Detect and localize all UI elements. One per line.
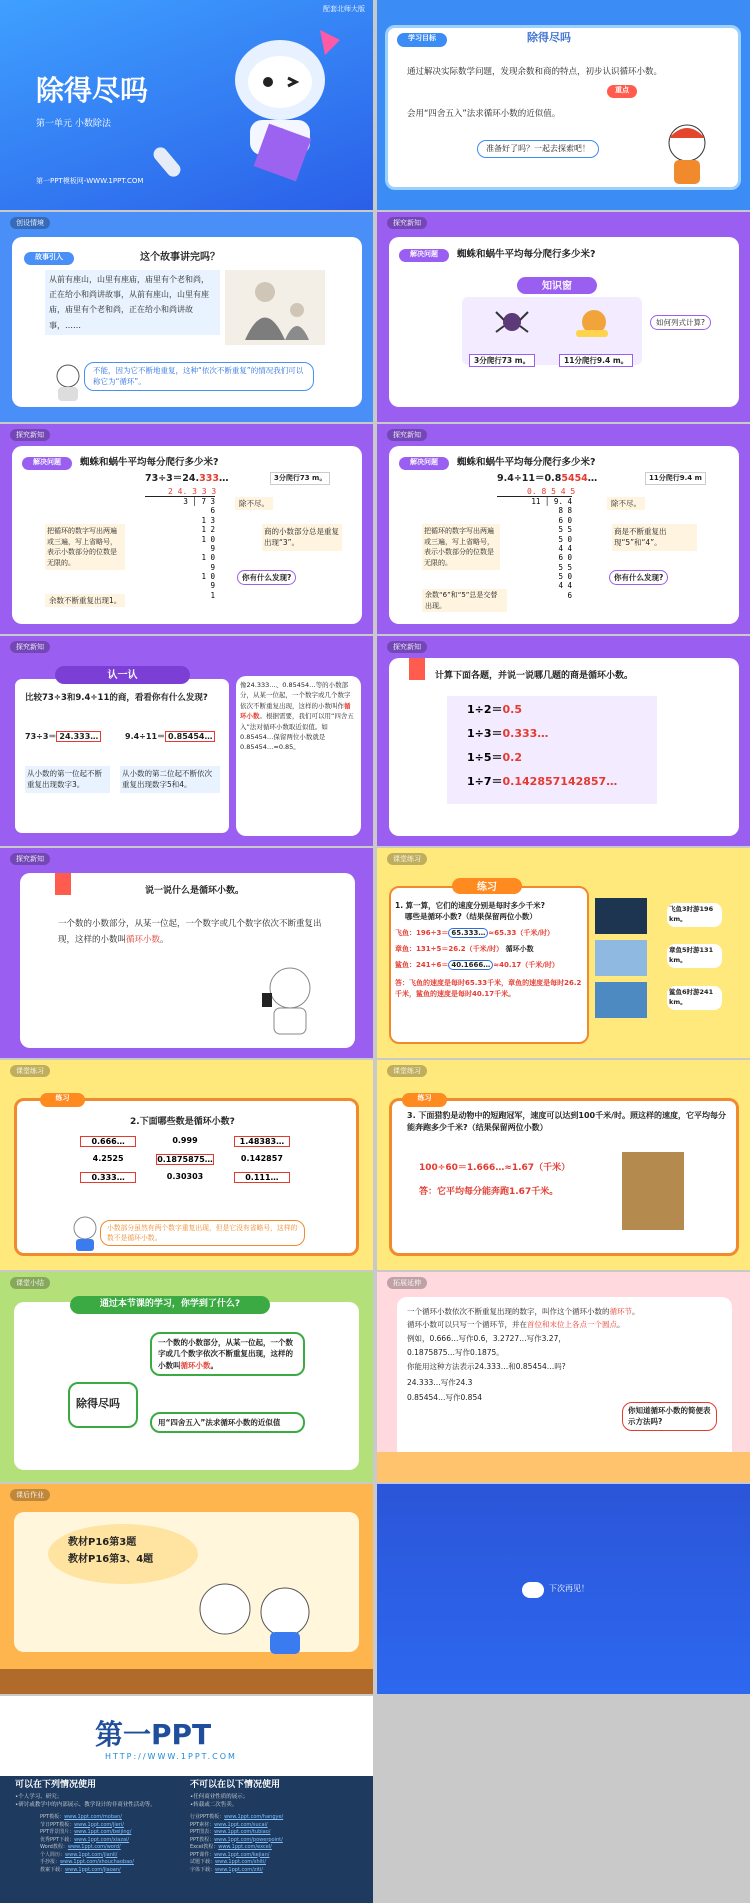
link-label: 个人简历： xyxy=(40,1851,66,1858)
division-line: 4 4 xyxy=(558,581,572,591)
flower-decoration xyxy=(377,1452,750,1482)
number-item: 0.1875875… xyxy=(157,1155,213,1164)
link-label: 行业PPT模板： xyxy=(190,1814,225,1820)
brand-label: 配套北师大版 xyxy=(323,5,365,13)
problem-label: 解决问题 xyxy=(22,457,72,470)
fact-badge: 3分爬行73 m。 xyxy=(270,472,330,485)
link-url[interactable]: www.1ppt.com/shiti/ xyxy=(215,1859,267,1865)
section-tag: 课堂小结 xyxy=(10,1277,50,1289)
remainder-note: 余数“6”和“5”总是交替出现。 xyxy=(422,589,507,612)
calc-row xyxy=(467,749,617,765)
link-label: 手抄报： xyxy=(40,1859,61,1865)
ext-line-5: 你能用这种方法表示24.333…和0.85454…吗? xyxy=(407,1362,566,1371)
long-division xyxy=(497,496,572,600)
slide-ad[interactable] xyxy=(0,1696,373,1903)
link-row xyxy=(40,1844,134,1852)
division-quotient: 2 4. 3 3 3 xyxy=(168,487,217,496)
octopus-image xyxy=(595,940,647,976)
practice-title: 2.下面哪些数是循环小数? xyxy=(130,1117,235,1127)
section-tag: 课后作业 xyxy=(10,1489,50,1501)
link-url[interactable]: www.1ppt.com/hangye/ xyxy=(224,1814,284,1820)
summary-point-2: 用“四舍五入”法求循环小数的近似值 xyxy=(150,1412,305,1433)
robot-mascot-icon xyxy=(70,1215,100,1253)
ext-question: 你知道循环小数的简便表示方法吗? xyxy=(622,1402,717,1431)
note-not-exact: 除不尽。 xyxy=(235,497,273,510)
link-url[interactable]: www.1ppt.com/shouchaobao/ xyxy=(60,1859,134,1865)
discover-bubble: 你有什么发现? xyxy=(237,570,296,585)
cannot-title: 不可以在以下情况使用 xyxy=(190,1780,281,1790)
note-repeat: 商是不断重复出现“5”和“4”。 xyxy=(612,524,697,551)
left-note: 把循环的数字写出两遍或三遍，写上省略号，表示小数部分的位数是无限的。 xyxy=(422,524,500,570)
slide-heading: 除得尽吗 xyxy=(527,31,571,44)
ad-logo: 第一PPT xyxy=(95,1718,212,1751)
section-tag: 学习目标 xyxy=(397,33,447,47)
slide-division-94[interactable] xyxy=(377,424,750,634)
old-man-icon xyxy=(52,362,84,402)
homework-2: 教材P16第3、4题 xyxy=(68,1554,154,1565)
slide-practice-1[interactable] xyxy=(377,848,750,1058)
link-label: PPT课件： xyxy=(190,1851,215,1858)
number-item: 0.111… xyxy=(234,1172,290,1183)
slide-title[interactable] xyxy=(0,0,373,210)
link-row xyxy=(40,1822,134,1830)
ready-bubble: 准备好了吗？一起去探索吧！ xyxy=(477,140,599,158)
slide-story[interactable] xyxy=(0,212,373,422)
slide-practice-3[interactable] xyxy=(377,1060,750,1270)
spider-icon xyxy=(492,302,532,342)
link-url[interactable]: www.1ppt.com/ziti/ xyxy=(215,1866,263,1873)
cheetah-question: 3. 下面猎豹是动物中的短跑冠军，速度可以达到100千米/时。照这样的速度，它平均每分能奔跑多少千米?（结果保留两位小数） xyxy=(407,1111,727,1132)
equation: 9.4÷11＝0.85454… xyxy=(497,473,598,484)
number-grid xyxy=(70,1136,300,1183)
division-line: 8 8 xyxy=(558,506,572,516)
link-row xyxy=(190,1814,283,1822)
link-label: 节日PPT模板： xyxy=(40,1821,75,1828)
spider-fact: 3分爬行73 m。 xyxy=(469,354,535,367)
unit-label: 第一单元 小数除法 xyxy=(36,119,111,129)
cheetah-image xyxy=(622,1152,684,1230)
left-note: 把循环的数字写出两遍或三遍，写上省略号，表示小数部分的位数是无限的。 xyxy=(45,524,125,570)
compare-question: 比较73÷3和9.4÷11的商，看看你有什么发现? xyxy=(25,693,208,703)
division-line: 3 │ 7 3 xyxy=(145,496,215,506)
section-tag: 课堂练习 xyxy=(387,1065,427,1077)
division-quotient: 0. 8 5 4 5 xyxy=(527,487,576,496)
link-row xyxy=(190,1829,283,1837)
link-url[interactable]: www.1ppt.com/jiaoan/ xyxy=(65,1866,121,1873)
number-item: 1.48383… xyxy=(234,1136,290,1147)
link-row xyxy=(190,1852,283,1860)
section-tag: 拓展延伸 xyxy=(387,1277,427,1289)
number-item: 0.333… xyxy=(80,1172,136,1183)
problem-label: 解决问题 xyxy=(399,457,449,470)
slide-summary[interactable] xyxy=(0,1272,373,1482)
calc-question: 计算下面各题，并说一说哪几题的商是循环小数。 xyxy=(435,671,634,681)
slide-homework[interactable] xyxy=(0,1484,373,1694)
define-title: 说一说什么是循环小数。 xyxy=(145,886,245,896)
link-url[interactable]: www.1ppt.com/word/ xyxy=(67,1844,121,1850)
division-line: 6 0 xyxy=(558,515,572,525)
recognize-title: 认一认 xyxy=(55,666,190,684)
calc-result: 0.5 xyxy=(502,703,523,716)
division-line: 5 5 xyxy=(558,525,572,535)
link-label: 试题下载： xyxy=(190,1859,216,1865)
link-label: PPT图表： xyxy=(190,1829,215,1835)
cannot-1: •任何商业性质的展示； xyxy=(190,1794,249,1800)
calc-list xyxy=(467,701,617,797)
link-label: Word教程： xyxy=(40,1844,68,1850)
calc-result: 0.333… xyxy=(502,727,549,740)
division-line: 1 3 xyxy=(201,515,215,525)
site-label: 第一PPT模板网-WWW.1PPT.COM xyxy=(36,177,144,185)
division-line: 11 │ 9. 4 xyxy=(497,496,572,506)
calc-expression: 1÷2＝ xyxy=(467,703,503,716)
problem-label: 解决问题 xyxy=(399,249,449,262)
problem-question: 蜘蛛和蜗牛平均每分爬行多少米? xyxy=(80,457,219,468)
summary-center: 除得尽吗 xyxy=(68,1382,138,1428)
section-tag: 探究新知 xyxy=(10,641,50,653)
link-url[interactable]: www.1ppt.com/jieri/ xyxy=(74,1821,124,1828)
link-row xyxy=(40,1859,134,1867)
story-question: 这个故事讲完吗？ xyxy=(140,252,220,263)
fish-note-2: 章鱼5时游131 km。 xyxy=(667,944,722,968)
shark-calc: 鲨鱼：241÷6＝ 40.1666… ≈40.17（千米/时） xyxy=(395,961,559,969)
definition-text: 像24.333…、0.85454…等的小数部分，从某一位起，一个数字或几个数字依次不断重复出现，这样的小数叫作循环小数。根据需要，我们可以用“四舍五入”法对循环小数取近似值。如0.85454…保留两位小数就是0.85454…≈0.85。 xyxy=(240,681,354,752)
ext-line-1: 一个循环小数依次不断重复出现的数字，叫作这个循环小数的循环节。 xyxy=(407,1307,640,1316)
division-line: 9 xyxy=(210,581,215,591)
number-item: 0.142857 xyxy=(240,1154,283,1163)
ad-url[interactable]: HTTP://WWW.1PPT.COM xyxy=(105,1752,237,1761)
slide-define[interactable] xyxy=(0,848,373,1058)
division-line: 6 0 xyxy=(558,553,572,563)
slide-recognize[interactable] xyxy=(0,636,373,846)
calc-expression: 1÷7＝ xyxy=(467,775,503,788)
practice-answer: 答：飞鱼的速度是每时65.33千米，章鱼的速度是每时26.2千米，鲨鱼的速度是每时40.17千米。 xyxy=(395,979,582,999)
ext-line-7: 0.85454…写作0.85̇4̇ xyxy=(407,1393,482,1402)
goal-2: 会用“四舍五入”法求循环小数的近似值。 xyxy=(407,109,561,119)
link-list-2 xyxy=(190,1814,283,1874)
flying-fish-calc: 飞鱼：196÷3＝ 65.333… ≈65.33（千米/时） xyxy=(395,929,554,937)
rocket-icon xyxy=(140,140,200,190)
key-badge: 重点 xyxy=(607,85,637,98)
homework-1: 教材P16第3题 xyxy=(68,1537,137,1548)
can-2: •研讨或教学中的内部展示、教学设计的非商业性活动等。 xyxy=(15,1802,156,1808)
ext-line-2: 循环小数可以只写一个循环节，并在首位和末位上各点一个圆点。 xyxy=(407,1320,625,1329)
summary-title: 通过本节课的学习，你学到了什么? xyxy=(70,1296,270,1314)
section-tag: 课堂练习 xyxy=(10,1065,50,1077)
link-row xyxy=(40,1814,134,1822)
snail-fact: 11分爬行9.4 m。 xyxy=(559,354,633,367)
remainder-note: 余数不断重复出现1。 xyxy=(45,594,125,607)
calc-row xyxy=(467,701,617,717)
division-line: 5 5 xyxy=(558,562,572,572)
number-item: 0.666… xyxy=(80,1136,136,1147)
long-division xyxy=(145,496,215,600)
section-tag: 探究新知 xyxy=(387,217,427,229)
note-repeat: 商的小数部分总是重复出现“3”。 xyxy=(262,524,342,551)
link-list-1 xyxy=(40,1814,134,1874)
eq2: 9.4÷11＝ 0.85454… xyxy=(125,731,215,743)
section-tag: 创设情境 xyxy=(10,217,50,229)
section-tag: 探究新知 xyxy=(10,853,50,865)
division-line: 1 xyxy=(210,590,215,600)
division-line: 9 xyxy=(210,543,215,553)
slide-calc[interactable] xyxy=(377,636,750,846)
calc-expression: 1÷3＝ xyxy=(467,727,503,740)
problem-question: 蜘蛛和蜗牛平均每分爬行多少米? xyxy=(457,457,596,468)
link-url[interactable]: www.1ppt.com/tubiao/ xyxy=(214,1829,271,1835)
link-label: 字体下载： xyxy=(190,1866,216,1873)
link-url[interactable]: www.1ppt.com/xiazai/ xyxy=(74,1836,130,1843)
division-line: 1 0 xyxy=(201,553,215,563)
note-1: 从小数的第一位起不断重复出现数字3。 xyxy=(25,766,110,793)
calc-result: 0.2 xyxy=(502,751,523,764)
practice-label: 练习 xyxy=(40,1093,85,1107)
link-row xyxy=(40,1867,134,1875)
link-label: PPT素材： xyxy=(190,1821,215,1828)
ext-line-6: 24.333…写作24.3̇ xyxy=(407,1378,473,1387)
link-url[interactable]: www.1ppt.com/kejian/ xyxy=(214,1851,270,1858)
cannot-2: •转载或二次售卖。 xyxy=(190,1802,238,1808)
calc-row xyxy=(467,725,617,741)
boy-mascot-icon xyxy=(662,118,712,188)
summary-point-1: 一个数的小数部分，从某一位起，一个数字或几个数字依次不断重复出现，这样的小数叫循环小数。 xyxy=(150,1332,305,1376)
note-2: 从小数的第二位起不断依次重复出现数字5和4。 xyxy=(120,766,220,793)
cheetah-calc: 100÷60＝1.666…≈1.67（千米） xyxy=(419,1163,571,1173)
equation: 73÷3＝24.333… xyxy=(145,473,229,484)
link-url[interactable]: www.1ppt.com/excel/ xyxy=(218,1844,272,1850)
slide-division-73[interactable] xyxy=(0,424,373,634)
eq1: 73÷3＝ 24.333… xyxy=(25,731,101,743)
link-label: 优秀PPT下载： xyxy=(40,1836,75,1843)
robot-mascot-icon xyxy=(260,963,320,1038)
fish-note-1: 飞鱼3时游196 km。 xyxy=(667,903,722,927)
link-row xyxy=(190,1859,283,1867)
slide-goals[interactable] xyxy=(377,0,750,210)
number-item: 0.30303 xyxy=(166,1172,204,1181)
division-line: 5 0 xyxy=(558,572,572,581)
flying-fish-image xyxy=(595,898,647,934)
section-tag: 探究新知 xyxy=(387,429,427,441)
slide-practice-2[interactable] xyxy=(0,1060,373,1270)
number-item: 0.999 xyxy=(172,1136,198,1145)
slide-problem[interactable] xyxy=(377,212,750,422)
tip-bubble: 小数部分虽然有两个数字重复出现，但是它没有省略号，这样的数不是循环小数。 xyxy=(100,1220,305,1246)
can-1: •个人学习、研究； xyxy=(15,1794,63,1800)
define-text: 一个数的小数部分，从某一位起，一个数字或几个数字依次不断重复出现，这样的小数叫循环小数。 xyxy=(58,919,322,946)
fish-note-3: 鲨鱼6时游241 km。 xyxy=(667,986,722,1010)
goodbye-text: 下次再见！ xyxy=(549,1584,589,1593)
two-robots-illustration xyxy=(185,1574,325,1659)
ext-line-3: 例如，0.666…写作0.6̇，3.2727…写作3.2̇7̇， xyxy=(407,1334,566,1343)
link-row xyxy=(190,1844,283,1852)
story-label: 故事引入 xyxy=(24,252,74,265)
fence-decoration xyxy=(0,1669,373,1694)
division-line: 1 2 xyxy=(201,525,215,535)
link-url[interactable]: www.1ppt.com/powerpoint/ xyxy=(214,1836,283,1843)
link-label: Excel教程： xyxy=(190,1844,219,1850)
cloud-icon xyxy=(522,1582,544,1598)
division-line: 9 xyxy=(210,562,215,572)
lesson-title: 除得尽吗 xyxy=(36,74,149,107)
link-row xyxy=(40,1852,134,1860)
division-line: 5 0 xyxy=(558,534,572,544)
link-row xyxy=(190,1867,283,1875)
story-answer: 不能，因为它不断地重复，这种“依次不断重复”的情况我们可以称它为“循环”。 xyxy=(84,362,314,391)
section-tag: 课堂练习 xyxy=(387,853,427,865)
bookmark-icon xyxy=(55,873,71,895)
practice-title: 练习 xyxy=(452,878,522,894)
snail-icon xyxy=(572,302,612,342)
bookmark-icon xyxy=(409,658,425,680)
calc-expression: 1÷5＝ xyxy=(467,751,503,764)
link-row xyxy=(190,1822,283,1830)
monks-illustration xyxy=(225,270,325,345)
link-label: PPT背景图片： xyxy=(40,1829,75,1835)
story-text: 从前有座山，山里有座庙，庙里有个老和尚，正在给小和尚讲故事，从前有座山，山里有座庙，庙里有个老和尚，正在给小和尚讲故事，…… xyxy=(45,270,220,335)
knowledge-title: 知识窗 xyxy=(517,277,597,294)
can-title: 可以在下列情况使用 xyxy=(15,1780,97,1790)
cheetah-answer: 答：它平均每分能奔跑1.67千米。 xyxy=(419,1187,559,1197)
link-url[interactable]: www.1ppt.com/jianli/ xyxy=(65,1851,118,1858)
link-row xyxy=(190,1837,283,1845)
calc-row xyxy=(467,773,617,789)
octopus-calc: 章鱼：131÷5＝26.2（千米/时） 循环小数 xyxy=(395,945,534,953)
q1b: 哪些是循环小数?（结果保留两位小数） xyxy=(405,912,537,921)
division-line: 6 xyxy=(567,590,572,600)
division-line: 6 xyxy=(210,506,215,516)
slide-goodbye[interactable] xyxy=(377,1484,750,1694)
link-url[interactable]: www.1ppt.com/beijing/ xyxy=(74,1829,132,1835)
division-line: 4 4 xyxy=(558,543,572,553)
division-line: 1 0 xyxy=(201,572,215,581)
link-row xyxy=(40,1829,134,1837)
ext-line-4: 0.1875875…写作0.18̇75̇。 xyxy=(407,1348,504,1357)
shark-image xyxy=(595,982,647,1018)
problem-question: 蜘蛛和蜗牛平均每分爬行多少米? xyxy=(457,249,596,260)
link-row xyxy=(40,1837,134,1845)
fact-badge: 11分爬行9.4 m xyxy=(645,472,706,485)
number-item: 4.2525 xyxy=(92,1154,124,1163)
practice-label: 练习 xyxy=(402,1093,447,1107)
link-url[interactable]: www.1ppt.com/moban/ xyxy=(64,1814,122,1820)
discover-bubble: 你有什么发现? xyxy=(609,570,668,585)
link-label: PPT模板： xyxy=(40,1814,65,1820)
calc-result: 0.142857142857… xyxy=(502,775,618,788)
section-tag: 探究新知 xyxy=(10,429,50,441)
link-label: 教案下载： xyxy=(40,1866,66,1873)
note-not-exact: 除不尽。 xyxy=(607,497,645,510)
slide-extension[interactable] xyxy=(377,1272,750,1482)
division-line: 1 0 xyxy=(201,534,215,544)
q1: 1. 算一算，它们的速度分别是每时多少千米? xyxy=(395,901,546,910)
section-tag: 探究新知 xyxy=(387,641,427,653)
how-bubble: 如何列式计算? xyxy=(650,315,711,330)
link-url[interactable]: www.1ppt.com/sucai/ xyxy=(214,1821,268,1828)
goal-1: 通过解决实际数学问题，发现余数和商的特点，初步认识循环小数。 xyxy=(407,67,663,77)
link-label: PPT教程： xyxy=(190,1836,215,1843)
